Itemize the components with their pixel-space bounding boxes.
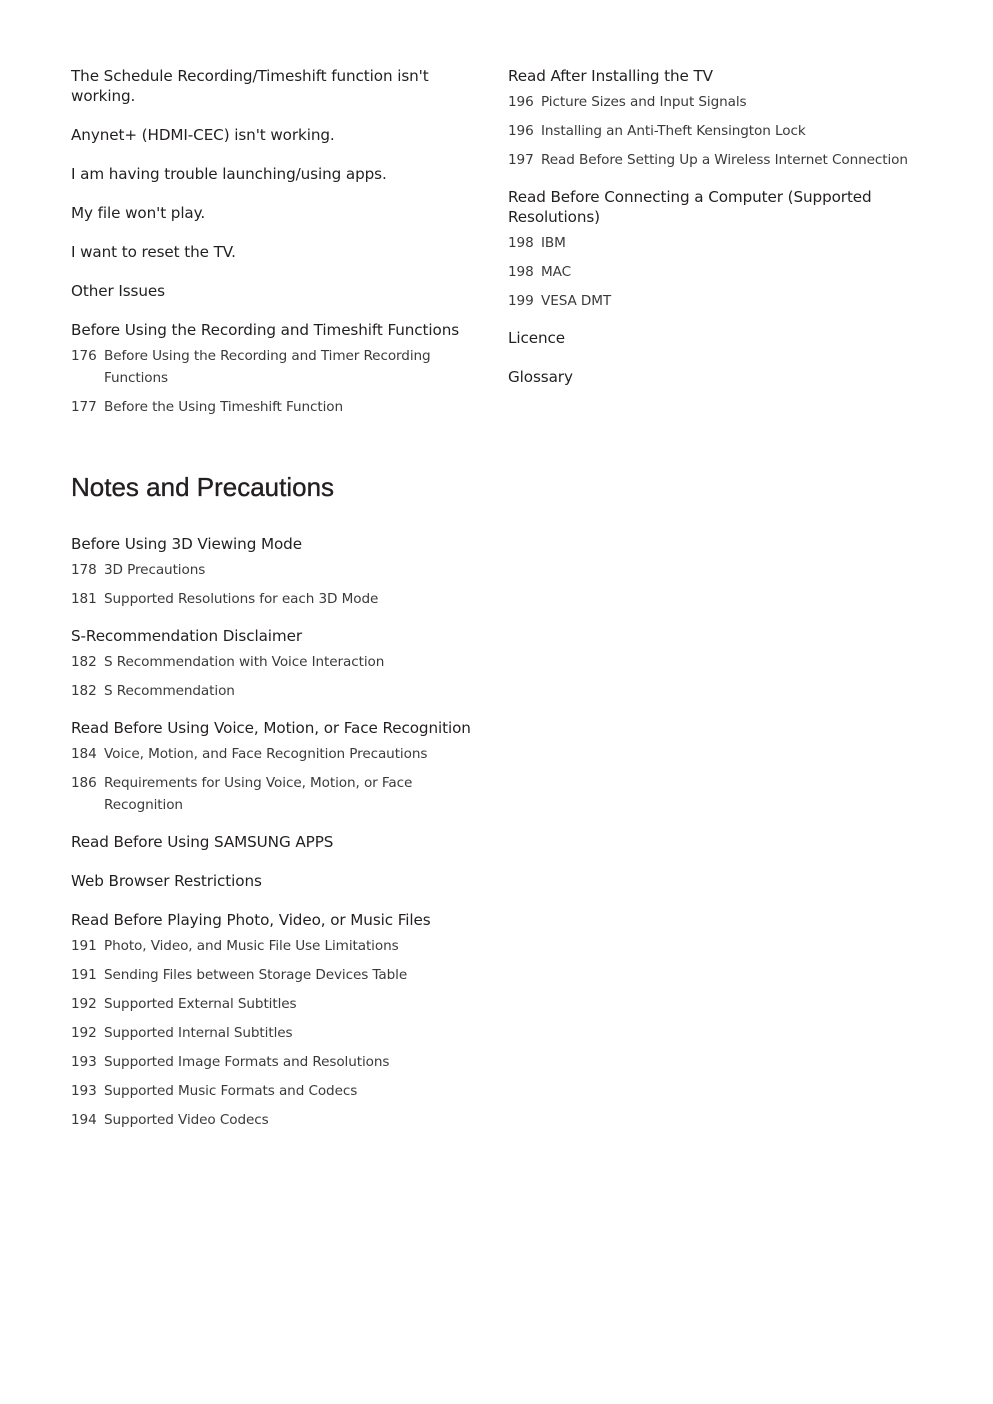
- page-number: 178: [71, 562, 97, 578]
- entry-title: Voice, Motion, and Face Recognition Precautions: [104, 746, 428, 762]
- toc-heading[interactable]: Read Before Using Voice, Motion, or Face Recognition: [71, 719, 471, 737]
- page-number: 194: [71, 1112, 97, 1128]
- page-number: 184: [71, 746, 97, 762]
- toc-entry[interactable]: [71, 1109, 491, 1131]
- page-number: 176: [71, 348, 97, 364]
- toc-heading[interactable]: Web Browser Restrictions: [71, 872, 262, 890]
- toc-right: [508, 66, 928, 406]
- entry-title: Supported Internal Subtitles: [104, 1025, 293, 1041]
- toc-entry[interactable]: [71, 680, 491, 702]
- page-number: 192: [71, 996, 97, 1012]
- page-number: 193: [71, 1083, 97, 1099]
- page-number: 177: [71, 399, 97, 415]
- toc-entry[interactable]: [508, 290, 928, 312]
- toc-entry[interactable]: [71, 651, 491, 673]
- toc-entry[interactable]: [71, 1022, 491, 1044]
- entry-title: Supported Image Formats and Resolutions: [104, 1054, 390, 1070]
- toc-entry[interactable]: [71, 588, 491, 610]
- entry-title: VESA DMT: [541, 293, 612, 309]
- toc-entry[interactable]: [71, 993, 491, 1015]
- entry-title: 3D Precautions: [104, 562, 206, 578]
- page-number: 182: [71, 654, 97, 670]
- entry-title: Supported External Subtitles: [104, 996, 297, 1012]
- page-number: 191: [71, 938, 97, 954]
- toc-heading[interactable]: S-Recommendation Disclaimer: [71, 627, 303, 645]
- toc-entry[interactable]: [508, 232, 928, 254]
- entry-title: Requirements for Using Voice, Motion, or Face Recognition: [104, 775, 413, 813]
- toc-entry[interactable]: [71, 772, 491, 816]
- toc-heading[interactable]: Read Before Using SAMSUNG APPS: [71, 833, 334, 851]
- page-number: 198: [508, 235, 534, 251]
- toc-heading[interactable]: The Schedule Recording/Timeshift function isn't working.: [71, 67, 429, 105]
- page-number: 198: [508, 264, 534, 280]
- entry-title: S Recommendation with Voice Interaction: [104, 654, 385, 670]
- entry-title: IBM: [541, 235, 566, 251]
- toc-entry[interactable]: [71, 1080, 491, 1102]
- page-number: 197: [508, 152, 534, 168]
- entry-title: Picture Sizes and Input Signals: [541, 94, 747, 110]
- entry-title: Supported Resolutions for each 3D Mode: [104, 591, 379, 607]
- toc-heading[interactable]: Read Before Connecting a Computer (Supported Resolutions): [508, 188, 872, 226]
- page-number: 181: [71, 591, 97, 607]
- toc-entry[interactable]: [508, 91, 928, 113]
- toc-heading[interactable]: Other Issues: [71, 282, 165, 300]
- toc-entry[interactable]: [71, 559, 491, 581]
- toc-notes-section: [71, 534, 491, 1147]
- page-number: 186: [71, 775, 97, 791]
- toc-heading[interactable]: Anynet+ (HDMI-CEC) isn't working.: [71, 126, 335, 144]
- entry-title: Supported Video Codecs: [104, 1112, 269, 1128]
- toc-entry[interactable]: [508, 120, 928, 142]
- toc-heading[interactable]: Glossary: [508, 368, 573, 386]
- toc-entry[interactable]: [71, 396, 481, 418]
- entry-title: Before the Using Timeshift Function: [104, 399, 344, 415]
- entry-title: MAC: [541, 264, 571, 280]
- page-number: 193: [71, 1054, 97, 1070]
- toc-entry[interactable]: [71, 743, 491, 765]
- page-number: 182: [71, 683, 97, 699]
- page-number: 196: [508, 123, 534, 139]
- entry-title: Installing an Anti-Theft Kensington Lock: [541, 123, 806, 139]
- entry-title: Before Using the Recording and Timer Recording Functions: [104, 348, 431, 386]
- toc-heading[interactable]: My file won't play.: [71, 204, 206, 222]
- toc-heading[interactable]: I am having trouble launching/using apps.: [71, 165, 387, 183]
- entry-title: Photo, Video, and Music File Use Limitations: [104, 938, 399, 954]
- toc-heading[interactable]: Read Before Playing Photo, Video, or Music Files: [71, 911, 431, 929]
- entry-title: Sending Files between Storage Devices Table: [104, 967, 408, 983]
- page-number: 191: [71, 967, 97, 983]
- toc-heading[interactable]: Read After Installing the TV: [508, 67, 713, 85]
- toc-entry[interactable]: [71, 964, 491, 986]
- toc-left-top: [71, 66, 481, 434]
- page-number: 192: [71, 1025, 97, 1041]
- toc-heading[interactable]: Before Using the Recording and Timeshift Functions: [71, 321, 460, 339]
- entry-title: Read Before Setting Up a Wireless Internet Connection: [541, 152, 908, 168]
- toc-heading[interactable]: I want to reset the TV.: [71, 243, 236, 261]
- entry-title: Supported Music Formats and Codecs: [104, 1083, 358, 1099]
- entry-title: S Recommendation: [104, 683, 235, 699]
- toc-heading[interactable]: Licence: [508, 329, 565, 347]
- toc-entry[interactable]: [71, 345, 481, 389]
- page-number: 199: [508, 293, 534, 309]
- toc-entry[interactable]: [71, 1051, 491, 1073]
- page-number: 196: [508, 94, 534, 110]
- toc-heading[interactable]: Before Using 3D Viewing Mode: [71, 535, 302, 553]
- toc-entry[interactable]: [508, 261, 928, 283]
- toc-entry[interactable]: [508, 149, 928, 171]
- toc-entry[interactable]: [71, 935, 491, 957]
- chapter-title: Notes and Precautions: [71, 472, 335, 502]
